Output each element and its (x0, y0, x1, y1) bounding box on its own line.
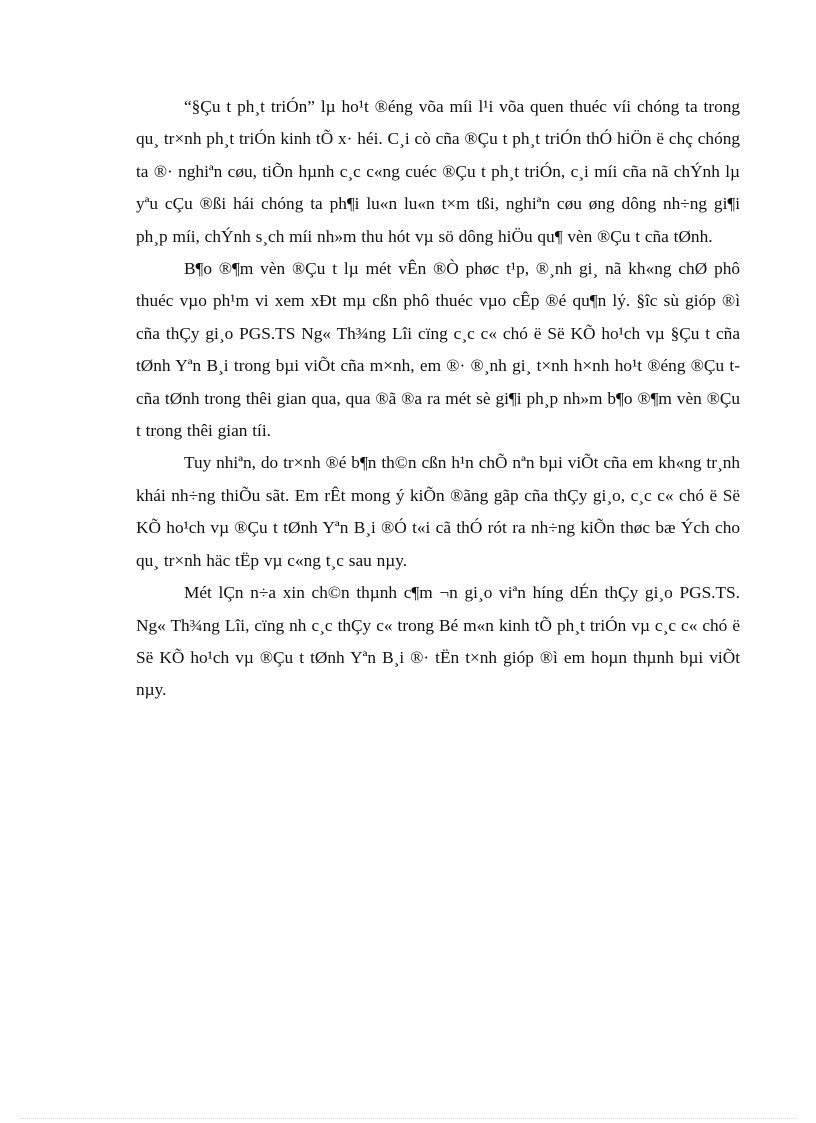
paragraph-capital-assurance: B¶o ®¶m vèn ®Çu t lµ mét vÊn ®Ò phøc t¹p, ®¸nh gi¸ nã kh«ng chØ phô thuéc vµo ph¹m vi xem xÐt mµ cßn phô thuéc vµo cÊp ®é qu¶n lý. §îc sù gióp ®ì cña thÇy gi¸o PGS.TS Ng« Th¾ng Lîi cïng c¸c c« chó ë Së KÕ ho¹ch vµ §Çu t cña tØnh Yªn B¸i trong bµi viÕt cña m×nh, em ®· ®¸nh gi¸ t×nh h×nh ho¹t ®éng ®Çu t cña tØnh trong thêi gian qua, qua ®ã ®a ra mét sè gi¶i ph¸p nh»m b¶o ®¶m vèn ®Çu t trong thêi gian tíi. (136, 259, 740, 441)
paragraph-limitations: Tuy nhiªn, do tr×nh ®é b¶n th©n cßn h¹n chÕ nªn bµi viÕt cña em kh«ng tr¸nh khái nh÷ng thiÕu sãt. Em rÊt mong ý kiÕn ®ãng gãp cña thÇy gi¸o, c¸c c« chó ë Së KÕ ho¹ch vµ ®Çu t tØnh Yªn B¸i ®Ó t«i cã thÓ rót ra nh÷ng kiÕn thøc bæ Ých cho qu¸ tr×nh häc tËp vµ c«ng t¸c sau nµy. (136, 453, 740, 570)
paragraph-acknowledgement: Mét lÇn n÷a xin ch©n thµnh c¶m ¬n gi¸o viªn híng dÉn thÇy gi¸o PGS.TS. Ng« Th¾ng Lîi, cïng nh c¸c thÇy c« trong Bé m«n kinh tÕ ph¸t triÓn vµ c¸c c« chó ë Së KÕ ho¹ch vµ ®Çu t tØnh Yªn B¸i ®· tËn t×nh gióp ®ì em hoµn thµnh bµi viÕt nµy. (136, 583, 740, 700)
paragraph-intro: “§Çu t ph¸t triÓn” lµ ho¹t ®éng võa míi l¹i võa quen thuéc víi chóng ta trong qu¸ tr×nh ph¸t triÓn kinh tÕ x· héi. C¸i cò cña ®Çu t ph¸t triÓn thÓ hiÖn ë chç chóng ta ®· nghiªn cøu, tiÕn hµnh c¸c c«ng cuéc ®Çu t ph¸t triÓn, c¸i míi cña nã chÝnh lµ yªu cÇu ®ßi hái chóng ta ph¶i lu«n lu«n t×m tßi, nghiªn cøu øng dông nh÷ng gi¶i ph¸p míi, chÝnh s¸ch míi nh»m thu hót vµ sö dông hiÖu qu¶ vèn ®Çu t cña tØnh. (136, 97, 740, 246)
document-body (136, 91, 740, 707)
page-bottom-divider (20, 1118, 796, 1119)
